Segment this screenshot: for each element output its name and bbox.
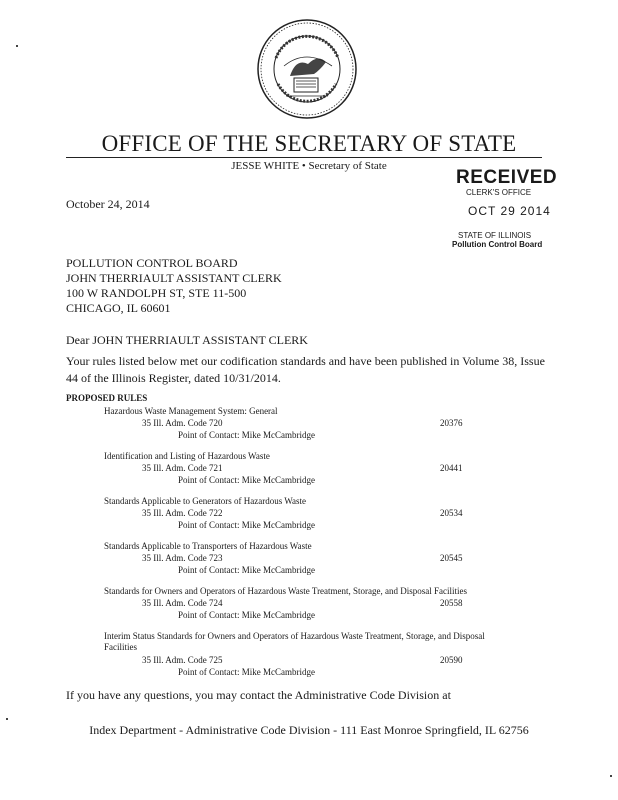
rule-page: 20545 (440, 553, 463, 563)
scan-speck (16, 45, 18, 47)
state-seal-icon (256, 18, 358, 120)
rule-title: Standards Applicable to Transporters of Hazardous Waste (104, 541, 312, 551)
rule-title: Hazardous Waste Management System: General (104, 406, 278, 416)
rule-contact: Point of Contact: Mike McCambridge (178, 565, 315, 575)
address-line: JOHN THERRIAULT ASSISTANT CLERK (66, 271, 282, 285)
stamp-state: STATE OF ILLINOIS (458, 231, 532, 240)
rule-page: 20441 (440, 463, 463, 473)
rule-title: Standards for Owners and Operators of Hazardous Waste Treatment, Storage, and Disposal Facilities (104, 586, 468, 596)
letter-date: October 24, 2014 (66, 197, 150, 211)
body-paragraph: Your rules listed below met our codification standards and have been published in Volume 38, Issue 44 of the Illinois Register, dated 10/31/2014. (66, 354, 545, 385)
address-line: CHICAGO, IL 60601 (66, 301, 171, 315)
rule-title: Standards Applicable to Generators of Hazardous Waste (104, 496, 307, 506)
scan-speck (610, 775, 612, 777)
stamp-board: Pollution Control Board (452, 240, 543, 249)
office-title: OFFICE OF THE SECRETARY OF STATE (101, 131, 517, 156)
salutation: Dear JOHN THERRIAULT ASSISTANT CLERK (66, 333, 308, 347)
address-line: POLLUTION CONTROL BOARD (66, 256, 238, 270)
rule-page: 20590 (440, 655, 463, 665)
rule-code: 35 Ill. Adm. Code 722 (142, 508, 223, 518)
stamp-date: OCT 29 2014 (468, 204, 551, 218)
address-line: 100 W RANDOLPH ST, STE 11-500 (66, 286, 247, 300)
rule-contact: Point of Contact: Mike McCambridge (178, 610, 315, 620)
rule-code: 35 Ill. Adm. Code 724 (142, 598, 223, 608)
received-stamp: RECEIVED (456, 167, 558, 188)
rule-code: 35 Ill. Adm. Code 725 (142, 655, 223, 665)
rule-contact: Point of Contact: Mike McCambridge (178, 520, 315, 530)
section-heading: PROPOSED RULES (66, 393, 148, 403)
rule-title: Interim Status Standards for Owners and Operators of Hazardous Waste Treatment, Storage, and Disposal (104, 631, 485, 641)
letterhead-rule (66, 157, 542, 158)
rule-contact: Point of Contact: Mike McCambridge (178, 475, 315, 485)
rule-contact: Point of Contact: Mike McCambridge (178, 430, 315, 440)
rule-code: 35 Ill. Adm. Code 721 (142, 463, 223, 473)
rule-contact: Point of Contact: Mike McCambridge (178, 667, 315, 677)
closing-line: If you have any questions, you may contact the Administrative Code Division at (66, 688, 451, 702)
secretary-line: JESSE WHITE • Secretary of State (231, 160, 387, 172)
rule-title-continued: Facilities (104, 642, 137, 652)
scan-speck (6, 718, 8, 720)
footer-address: Index Department - Administrative Code Division - 111 East Monroe Springfield, IL 62756 (89, 723, 529, 737)
stamp-clerks-office: CLERK'S OFFICE (466, 188, 532, 197)
rule-code: 35 Ill. Adm. Code 720 (142, 418, 223, 428)
rule-page: 20534 (440, 508, 463, 518)
rule-page: 20558 (440, 598, 463, 608)
rule-title: Identification and Listing of Hazardous Waste (104, 451, 270, 461)
rule-page: 20376 (440, 418, 463, 428)
rule-code: 35 Ill. Adm. Code 723 (142, 553, 223, 563)
